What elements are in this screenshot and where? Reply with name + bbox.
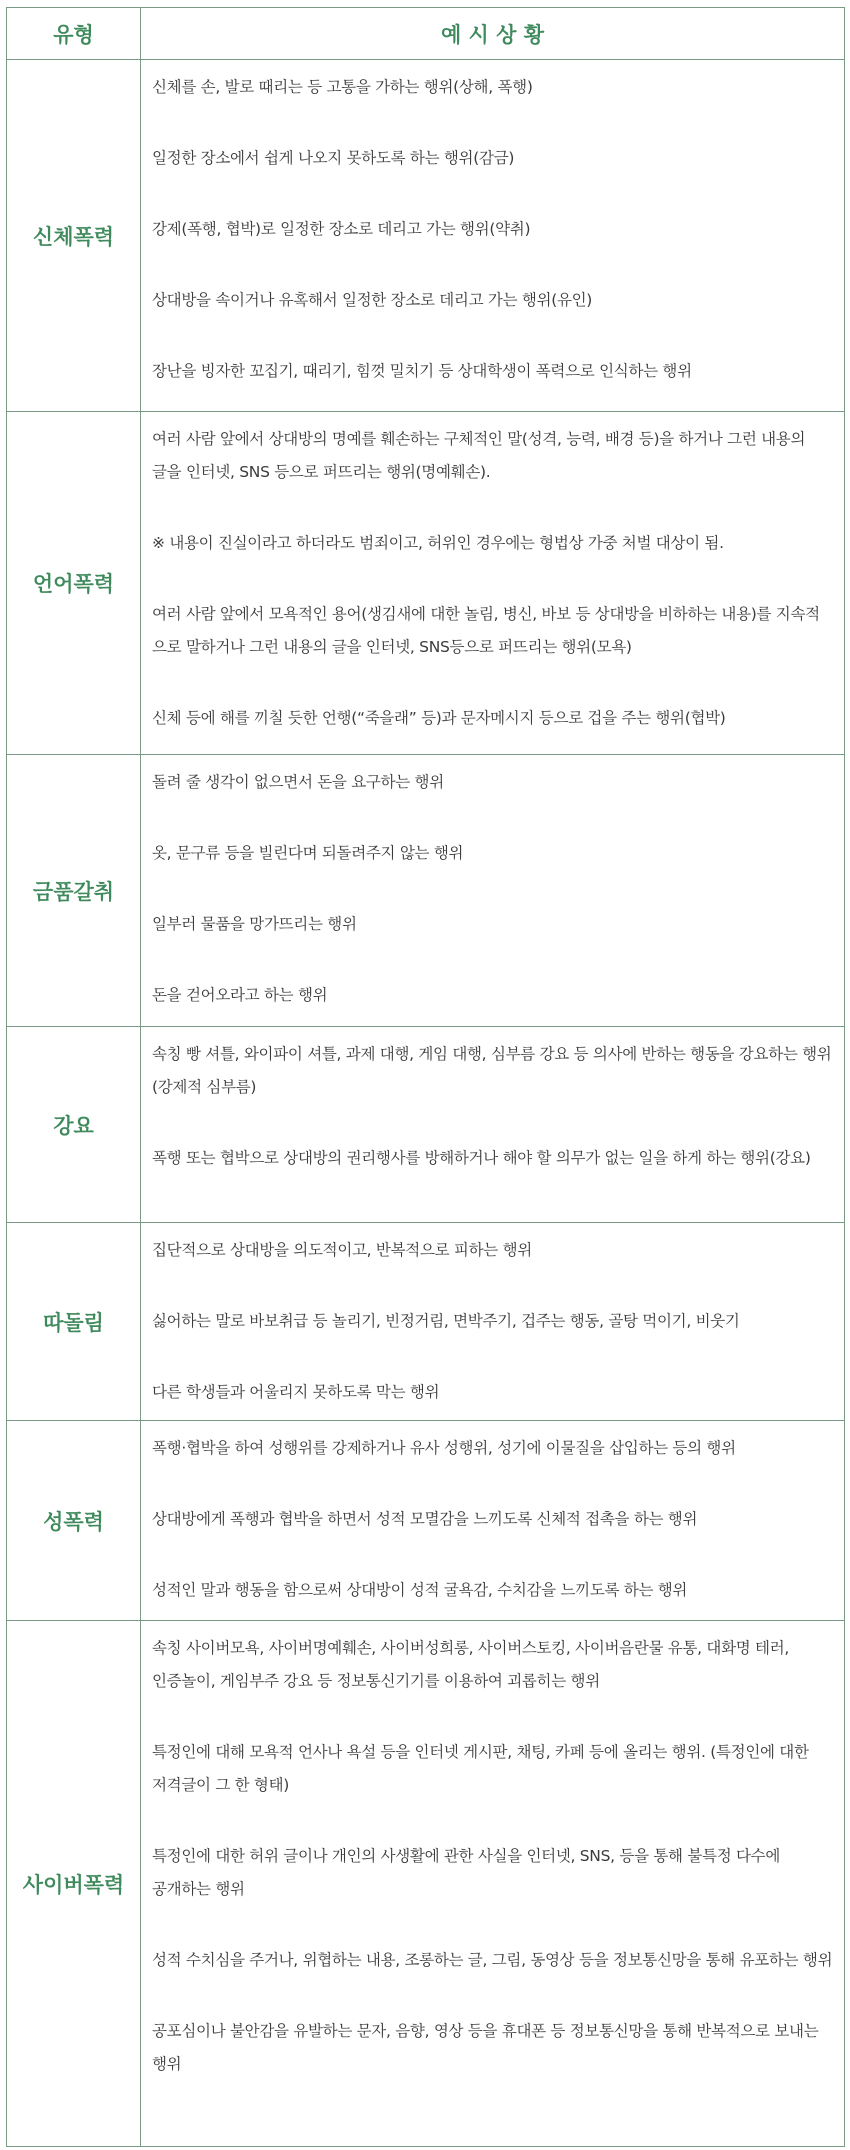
header-example: 예 시 상 황 (141, 8, 845, 60)
example-item: 특정인에 대해 모욕적 언사나 욕설 등을 인터넷 게시판, 채팅, 카페 등에 올리는 행위. (특정인에 대한 저격글이 그 한 형태) (152, 1743, 809, 1794)
example-cell (141, 1621, 845, 2147)
example-item: 신체 등에 해를 끼칠 듯한 언행(“죽을래” 등)과 문자메시지 등으로 겁을 주는 행위(협박) (152, 709, 726, 727)
example-item: 여러 사람 앞에서 상대방의 명예를 훼손하는 구체적인 말(성격, 능력, 배경 등)을 하거나 그런 내용의 글을 인터넷, SNS 등으로 퍼뜨리는 행위(명예훼손). (152, 430, 806, 481)
violence-type-table (6, 7, 845, 2147)
type-cell: 성폭력 (7, 1421, 141, 1621)
example-cell (141, 60, 845, 412)
type-cell: 따돌림 (7, 1223, 141, 1421)
example-item: 상대방을 속이거나 유혹해서 일정한 장소로 데리고 가는 행위(유인) (152, 291, 593, 309)
example-item: 장난을 빙자한 꼬집기, 때리기, 힘껏 밀치기 등 상대학생이 폭력으로 인식하는 행위 (152, 362, 692, 380)
example-item: 여러 사람 앞에서 모욕적인 용어(생김새에 대한 놀림, 병신, 바보 등 상대방을 비하하는 내용)를 지속적 으로 말하거나 그런 내용의 글을 인터넷, SNS등으로 퍼뜨리는 행위(모욕) (152, 605, 820, 656)
example-item: 옷, 문구류 등을 빌린다며 되돌려주지 않는 행위 (152, 844, 464, 862)
example-cell (141, 1027, 845, 1223)
type-cell: 금품갈취 (7, 755, 141, 1027)
type-cell: 사이버폭력 (7, 1621, 141, 2147)
example-item: 돈을 걷어오라고 하는 행위 (152, 986, 328, 1004)
example-item: 폭행·협박을 하여 성행위를 강제하거나 유사 성행위, 성기에 이물질을 삽입하는 등의 행위 (152, 1439, 736, 1457)
table-body (7, 60, 845, 2147)
example-cell (141, 412, 845, 755)
table-row (7, 1223, 845, 1421)
example-item: 폭행 또는 협박으로 상대방의 권리행사를 방해하거나 해야 할 의무가 없는 일을 하게 하는 행위(강요) (152, 1149, 811, 1167)
example-item: 일부러 물품을 망가뜨리는 행위 (152, 915, 357, 933)
example-item: 속칭 사이버모욕, 사이버명예훼손, 사이버성희롱, 사이버스토킹, 사이버음란물 유통, 대화명 테러, 인증놀이, 게임부주 강요 등 정보통신기기를 이용하여 괴롭히는 행위 (152, 1639, 790, 1690)
example-cell (141, 1223, 845, 1421)
example-item: 특정인에 대한 허위 글이나 개인의 사생활에 관한 사실을 인터넷, SNS, 등을 통해 불특정 다수에 공개하는 행위 (152, 1847, 781, 1898)
table-row (7, 1621, 845, 2147)
example-item: 성적 수치심을 주거나, 위협하는 내용, 조롱하는 글, 그림, 동영상 등을 정보통신망을 통해 유포하는 행위 (152, 1951, 833, 1969)
table-row (7, 1027, 845, 1223)
example-item: 속칭 빵 셔틀, 와이파이 셔틀, 과제 대행, 게임 대행, 심부름 강요 등 의사에 반하는 행동을 강요하는 행위(강제적 심부름) (152, 1045, 832, 1096)
example-item: ※ 내용이 진실이라고 하더라도 범죄이고, 허위인 경우에는 형법상 가중 처벌 대상이 됨. (152, 534, 724, 552)
example-item: 신체를 손, 발로 때리는 등 고통을 가하는 행위(상해, 폭행) (152, 78, 533, 96)
example-item: 일정한 장소에서 쉽게 나오지 못하도록 하는 행위(감금) (152, 149, 515, 167)
example-item: 집단적으로 상대방을 의도적이고, 반복적으로 피하는 행위 (152, 1241, 532, 1259)
example-item: 공포심이나 불안감을 유발하는 문자, 음향, 영상 등을 휴대폰 등 정보통신망을 통해 반복적으로 보내는 행위 (152, 2022, 819, 2073)
example-item: 돌려 줄 생각이 없으면서 돈을 요구하는 행위 (152, 773, 444, 791)
table-row (7, 755, 845, 1027)
table-row (7, 412, 845, 755)
example-item: 강제(폭행, 협박)로 일정한 장소로 데리고 가는 행위(약취) (152, 220, 531, 238)
type-cell: 강요 (7, 1027, 141, 1223)
example-item: 싫어하는 말로 바보취급 등 놀리기, 빈정거림, 면박주기, 겁주는 행동, 골탕 먹이기, 비웃기 (152, 1312, 740, 1330)
example-cell (141, 755, 845, 1027)
header-type: 유형 (7, 8, 141, 60)
header-row (7, 8, 845, 60)
table-row (7, 1421, 845, 1621)
table-row (7, 60, 845, 412)
type-cell: 신체폭력 (7, 60, 141, 412)
example-cell (141, 1421, 845, 1621)
example-item: 성적인 말과 행동을 함으로써 상대방이 성적 굴욕감, 수치감을 느끼도록 하는 행위 (152, 1581, 688, 1599)
example-item: 상대방에게 폭행과 협박을 하면서 성적 모멸감을 느끼도록 신체적 접촉을 하는 행위 (152, 1510, 698, 1528)
type-cell: 언어폭력 (7, 412, 141, 755)
example-item: 다른 학생들과 어울리지 못하도록 막는 행위 (152, 1383, 440, 1401)
